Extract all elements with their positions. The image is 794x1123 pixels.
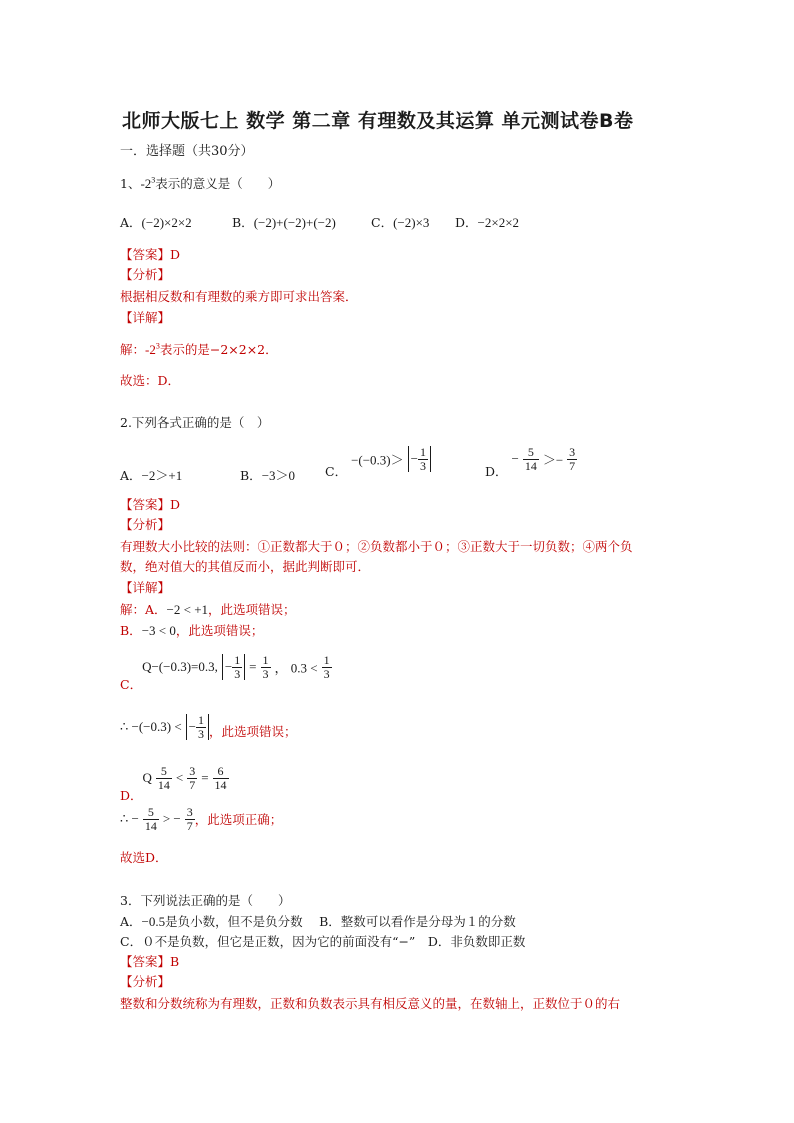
q1-math: $-2^3$ bbox=[140, 175, 156, 191]
q3-analysis-heading: 【分析】 bbox=[120, 974, 171, 989]
q2-option-a: A．−2＞+1 bbox=[120, 468, 183, 483]
q3-options-ab: A．−0.5是负小数，但不是负分数 B．整数可以看作是分母为１的分数 bbox=[120, 914, 516, 929]
q1-number: 1、 bbox=[120, 176, 141, 191]
q1-option-c: C．(−2)×3 bbox=[371, 215, 430, 230]
q2-analysis-line-1: 有理数大小比较的法则：①正数都大于０；②负数都小于０；③正数大于一切负数；④两个负 bbox=[120, 539, 633, 554]
q1-option-b: B．(−2)+(−2)+(−2) bbox=[232, 215, 336, 230]
q2-detail-c: C． Q−(−0.3)=0.3, − $\frac{1}{3}$ = $\frac{1}{3}$ ， 0.3 < $\frac{1}{3}$ bbox=[120, 653, 330, 692]
q3-answer: 【答案】B bbox=[120, 954, 180, 969]
q1-option-d: D．−2×2×2 bbox=[455, 215, 520, 230]
q2-analysis-line-2: 数，绝对值大的其值反而小，据此判断即可． bbox=[120, 559, 371, 574]
q2-option-c: C． −(−0.3)＞ − $\frac{1}{3}$ bbox=[325, 446, 431, 472]
q1-conclusion: 故选：D． bbox=[120, 373, 181, 388]
question-2-stem: 2.下列各式正确的是（ ） bbox=[120, 415, 270, 430]
q2-detail-d-conclusion: ∴ − $\frac{5}{14}$ > − $\frac{3}{7}$ ，此选项正确； bbox=[120, 805, 283, 833]
q2-detail-d: D． Q $\frac{5}{14}$ < $\frac{3}{7}$ = $\frac{6}{14}$ bbox=[120, 764, 227, 803]
page-title: 北师大版七上 数学 第二章 有理数及其运算 单元测试卷B卷 bbox=[122, 110, 634, 132]
q2-answer: 【答案】D bbox=[120, 497, 181, 512]
q2-detail-a: 解：A．−2 < +1，此选项错误； bbox=[120, 602, 296, 617]
q1-detail: 解：$-2^3$表示的是−2×2×2． bbox=[120, 341, 278, 357]
q1-answer: 【答案】D bbox=[120, 247, 181, 262]
section-heading: 一．选择题（共30分） bbox=[120, 144, 254, 159]
q3-options-cd: C．０不是负数，但它是正数，因为它的前面没有“−” D．非负数即正数 bbox=[120, 934, 526, 949]
q1-analysis-heading: 【分析】 bbox=[120, 267, 171, 282]
question-3-stem: 3．下列说法正确的是（ ） bbox=[120, 893, 291, 908]
q1-stem-text: 表示的意义是（ ） bbox=[155, 176, 281, 191]
q2-detail-c-conclusion: ∴ −(−0.3) < − $\frac{1}{3}$ ，此选项错误； bbox=[120, 713, 297, 741]
question-1-stem bbox=[120, 174, 280, 192]
q2-detail-heading: 【详解】 bbox=[120, 580, 171, 595]
q2-option-d: D． − $\frac{5}{14}$ ＞− $\frac{3}{7}$ bbox=[485, 445, 576, 480]
q2-analysis-heading: 【分析】 bbox=[120, 517, 171, 532]
q2-option-b: B．−3＞0 bbox=[240, 468, 296, 483]
q2-conclusion: 故选D． bbox=[120, 850, 168, 865]
q3-analysis: 整数和分数统称为有理数，正数和负数表示具有相反意义的量，在数轴上，正数位于０的右 bbox=[120, 996, 621, 1011]
q1-analysis: 根据相反数和有理数的乘方即可求出答案． bbox=[120, 289, 358, 304]
q1-detail-heading: 【详解】 bbox=[120, 310, 171, 325]
q1-option-a: A．(−2)×2×2 bbox=[120, 215, 192, 230]
q2-detail-b: B．−3 < 0，此选项错误； bbox=[120, 623, 264, 638]
